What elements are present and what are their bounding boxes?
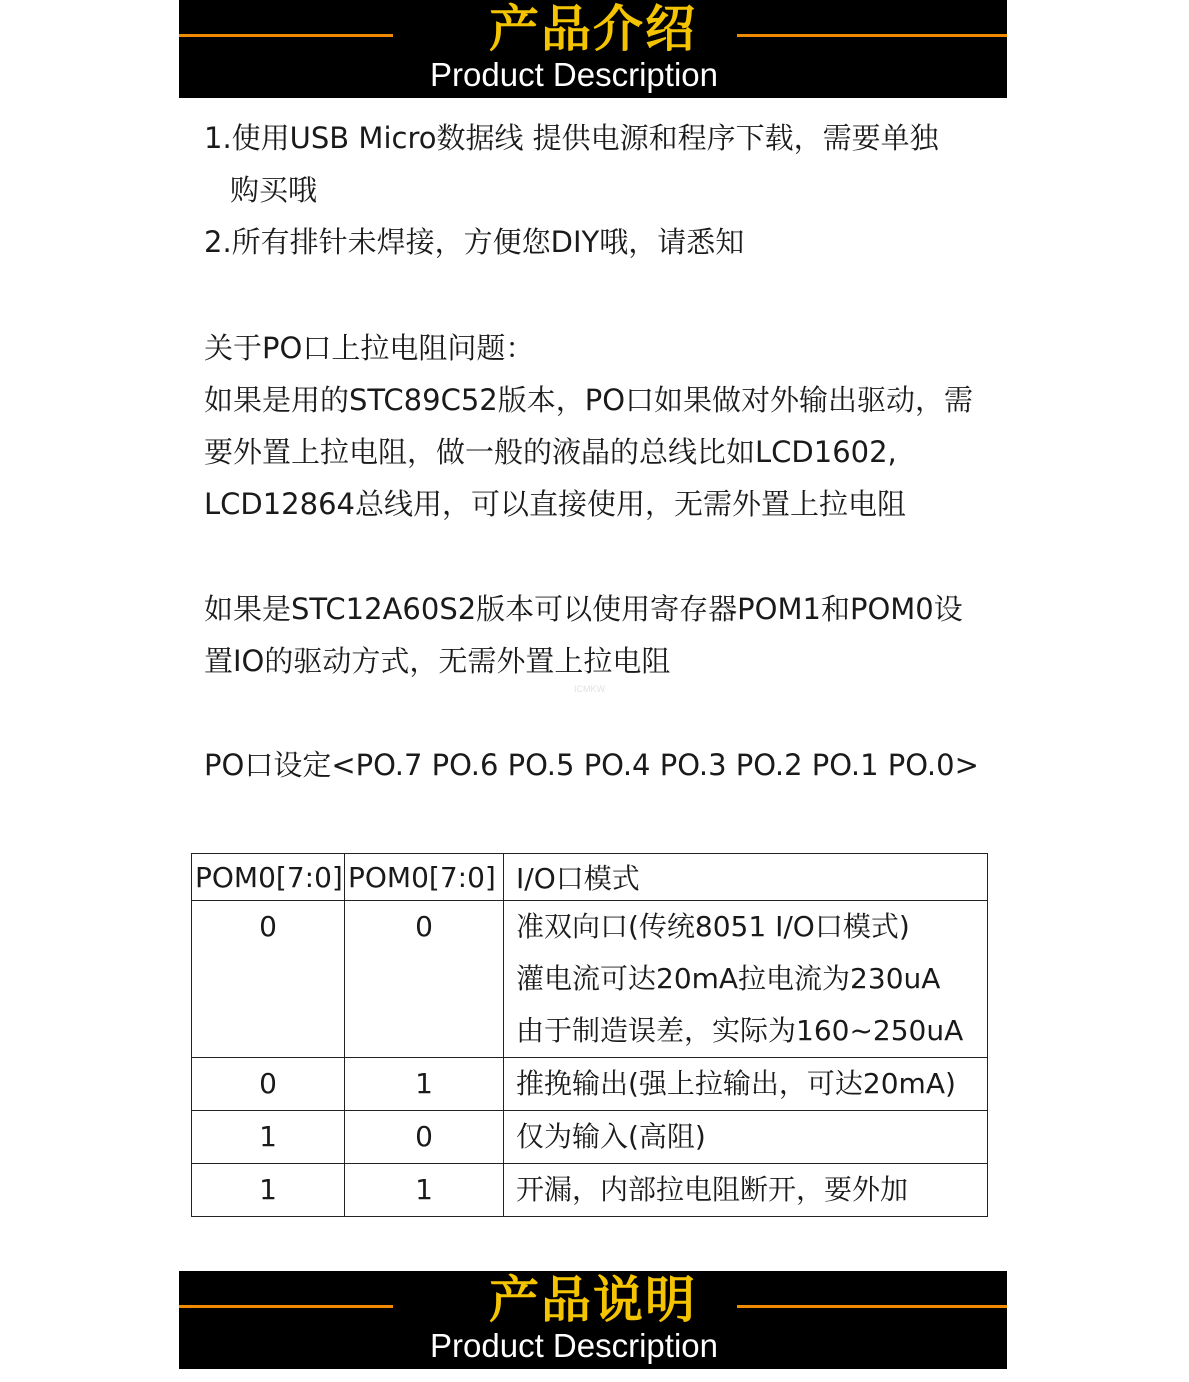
mode-desc-line: 准双向口(传统8051 I/O口模式) xyxy=(516,910,910,943)
stc89-line: 如果是用的STC89C52版本，PO口如果做对外输出驱动，需 xyxy=(204,383,974,417)
watermark-text: ICMKW xyxy=(574,684,605,694)
mode-desc-line: 开漏，内部拉电阻断开，要外加 xyxy=(516,1173,909,1206)
stc89-paragraph xyxy=(204,374,1004,530)
table-header-row xyxy=(192,854,988,901)
bottom-section-banner xyxy=(179,1271,1007,1369)
mode-desc-line: 推挽输出(强上拉输出，可达20mA) xyxy=(516,1067,956,1100)
cell-mode-desc xyxy=(504,1164,988,1217)
io-mode-table xyxy=(191,853,988,1217)
cell-mode-desc xyxy=(504,1111,988,1164)
table-row xyxy=(192,901,988,1058)
intro-line-1: 1.使用USB Micro数据线 提供电源和程序下载，需要单独 xyxy=(204,121,939,155)
cell-pom-b: 1 xyxy=(345,1164,504,1217)
stc12-line: 如果是STC12A60S2版本可以使用寄存器POM1和POM0设 xyxy=(204,592,963,626)
cell-pom-a: 0 xyxy=(192,1058,345,1111)
cell-mode-desc xyxy=(504,901,988,1058)
table-row xyxy=(192,1058,988,1111)
intro-line-1-cont: 购买哦 xyxy=(230,173,318,207)
po-setting-line: PO口设定<PO.7 PO.6 PO.5 PO.4 PO.3 PO.2 PO.1 PO.0> xyxy=(204,748,979,782)
po-pullup-heading: 关于PO口上拉电阻问题： xyxy=(204,331,535,365)
banner-title-cn: 产品说明 xyxy=(489,1271,697,1329)
header-io-mode: I/O口模式 xyxy=(504,854,988,901)
banner-title-en: Product Description xyxy=(430,56,718,93)
intro-line-2: 2.所有排针未焊接，方便您DIY哦，请悉知 xyxy=(204,225,745,259)
banner-title-cn: 产品介绍 xyxy=(489,0,697,58)
stc89-line: 要外置上拉电阻，做一般的液晶的总线比如LCD1602, xyxy=(204,435,897,469)
banner-title-en: Product Description xyxy=(430,1327,718,1364)
header-pom0-b: POM0[7:0] xyxy=(345,854,504,901)
cell-mode-desc xyxy=(504,1058,988,1111)
cell-pom-b: 0 xyxy=(345,1111,504,1164)
stc12-line: 置IO的驱动方式，无需外置上拉电阻 xyxy=(204,644,671,678)
mode-desc-line: 灌电流可达20mA拉电流为230uA xyxy=(516,962,941,995)
mode-desc-line: 仅为输入(高阻) xyxy=(516,1120,706,1153)
cell-pom-a: 1 xyxy=(192,1164,345,1217)
cell-pom-a: 0 xyxy=(192,901,345,1058)
stc12-paragraph xyxy=(204,583,1004,687)
cell-pom-b: 1 xyxy=(345,1058,504,1111)
cell-pom-a: 1 xyxy=(192,1111,345,1164)
table-row xyxy=(192,1111,988,1164)
cell-pom-b: 0 xyxy=(345,901,504,1058)
mode-desc-line: 由于制造误差，实际为160~250uA xyxy=(516,1014,964,1047)
top-section-banner xyxy=(179,0,1007,98)
intro-notes xyxy=(204,112,1004,268)
table-row xyxy=(192,1164,988,1217)
stc89-line: LCD12864总线用，可以直接使用，无需外置上拉电阻 xyxy=(204,487,906,521)
header-pom0-a: POM0[7:0] xyxy=(192,854,345,901)
